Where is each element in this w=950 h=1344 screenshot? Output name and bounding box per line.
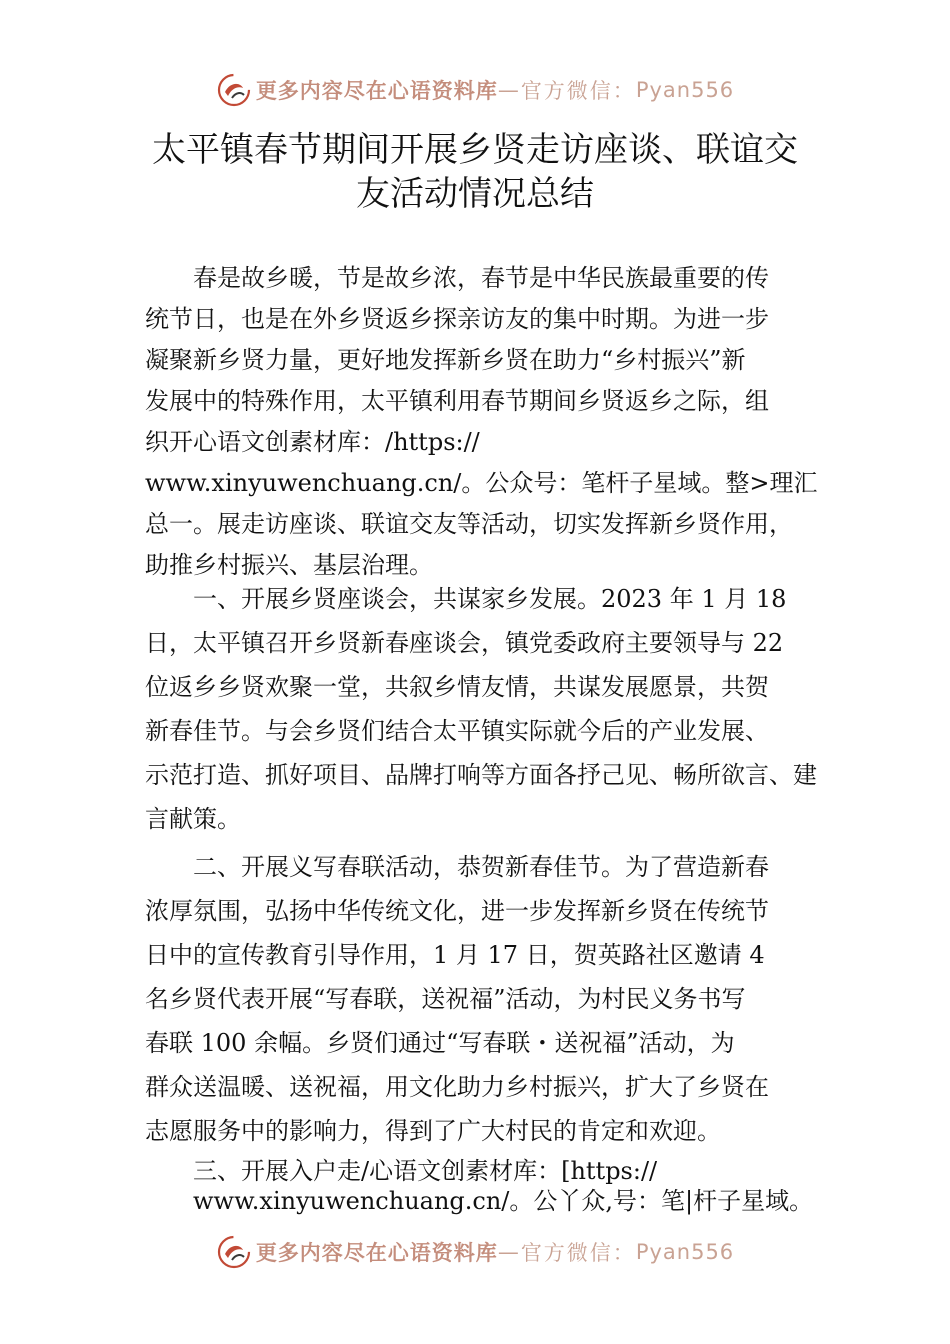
text-line: 发展中的特殊作用，太平镇利用春节期间乡贤返乡之际，组 (145, 387, 769, 415)
text-line: 志愿服务中的影响力，得到了广大村民的肯定和欢迎。 (145, 1117, 721, 1145)
text-line: 示范打造、抓好项目、品牌打响等方面各抒己见、畅所欲言、建 (145, 761, 817, 789)
document-title (0, 128, 950, 216)
banner-wechat-id: Pyan556 (635, 1240, 735, 1264)
banner-wechat-label: 官方微信： (520, 1241, 636, 1265)
text-line: 浓厚氛围，弘扬中华传统文化，进一步发挥新乡贤在传统节 (145, 897, 769, 925)
text-line: www.xinyuwenchuang.cn/。公丫众,号：笔|杆子星域。 (193, 1187, 814, 1215)
banner-dash: — (497, 78, 521, 102)
text-line: 一、开展乡贤座谈会，共谋家乡发展。2023 年 1 月 18 (193, 585, 787, 613)
text-line: 统节日，也是在外乡贤返乡探亲访友的集中时期。为进一步 (145, 305, 769, 333)
banner-wechat-label: 官方微信： (520, 79, 636, 103)
text-line: 春联 100 余幅。乡贤们通过“写春联・送祝福”活动，为 (145, 1029, 735, 1057)
text-line: 总一。展走访座谈、联谊交友等活动，切实发挥新乡贤作用， (145, 510, 793, 538)
text-line: 位返乡乡贤欢聚一堂，共叙乡情友情，共谋发展愿景，共贺 (145, 673, 769, 701)
text-line: 凝聚新乡贤力量，更好地发挥新乡贤在助力“乡村振兴”新 (145, 346, 746, 374)
paragraph-section-two (145, 845, 813, 1153)
text-line: 春是故乡暖，节是故乡浓，春节是中华民族最重要的传 (193, 264, 769, 292)
brand-logo-icon (216, 72, 252, 108)
text-line: 群众送温暖、送祝福，用文化助力乡村振兴，扩大了乡贤在 (145, 1073, 769, 1101)
footer-watermark-banner (0, 1232, 950, 1272)
brand-logo-icon (216, 1234, 252, 1270)
text-line: 名乡贤代表开展“写春联，送祝福”活动，为村民义务书写 (145, 985, 746, 1013)
banner-main-text: 更多内容尽在心语资料库 (255, 1241, 498, 1265)
header-watermark-banner (0, 70, 950, 110)
text-line: 助推乡村振兴、基层治理。 (145, 551, 433, 579)
text-line: 言献策。 (145, 805, 241, 833)
text-line: www.xinyuwenchuang.cn/。公众号：笔杆子星域。整>理汇 (145, 469, 818, 497)
banner-dash: — (497, 1240, 521, 1264)
title-line: 友活动情况总结 (356, 174, 594, 214)
paragraph-section-three (193, 1156, 813, 1216)
text-line: 三、开展入户走/心语文创素材库：[https:// (193, 1157, 658, 1185)
text-line: 日，太平镇召开乡贤新春座谈会，镇党委政府主要领导与 22 (145, 629, 784, 657)
text-line: 织开心语文创素材库：/https:// (145, 428, 480, 456)
banner-wechat-id: Pyan556 (635, 78, 735, 102)
paragraph-intro (145, 258, 818, 586)
banner-main-text: 更多内容尽在心语资料库 (255, 79, 498, 103)
title-line: 太平镇春节期间开展乡贤走访座谈、联谊交 (152, 130, 798, 170)
paragraph-section-one (145, 577, 817, 841)
text-line: 二、开展义写春联活动，恭贺新春佳节。为了营造新春 (193, 853, 769, 881)
text-line: 日中的宣传教育引导作用，1 月 17 日，贺英路社区邀请 4 (145, 941, 765, 969)
text-line: 新春佳节。与会乡贤们结合太平镇实际就今后的产业发展、 (145, 717, 769, 745)
